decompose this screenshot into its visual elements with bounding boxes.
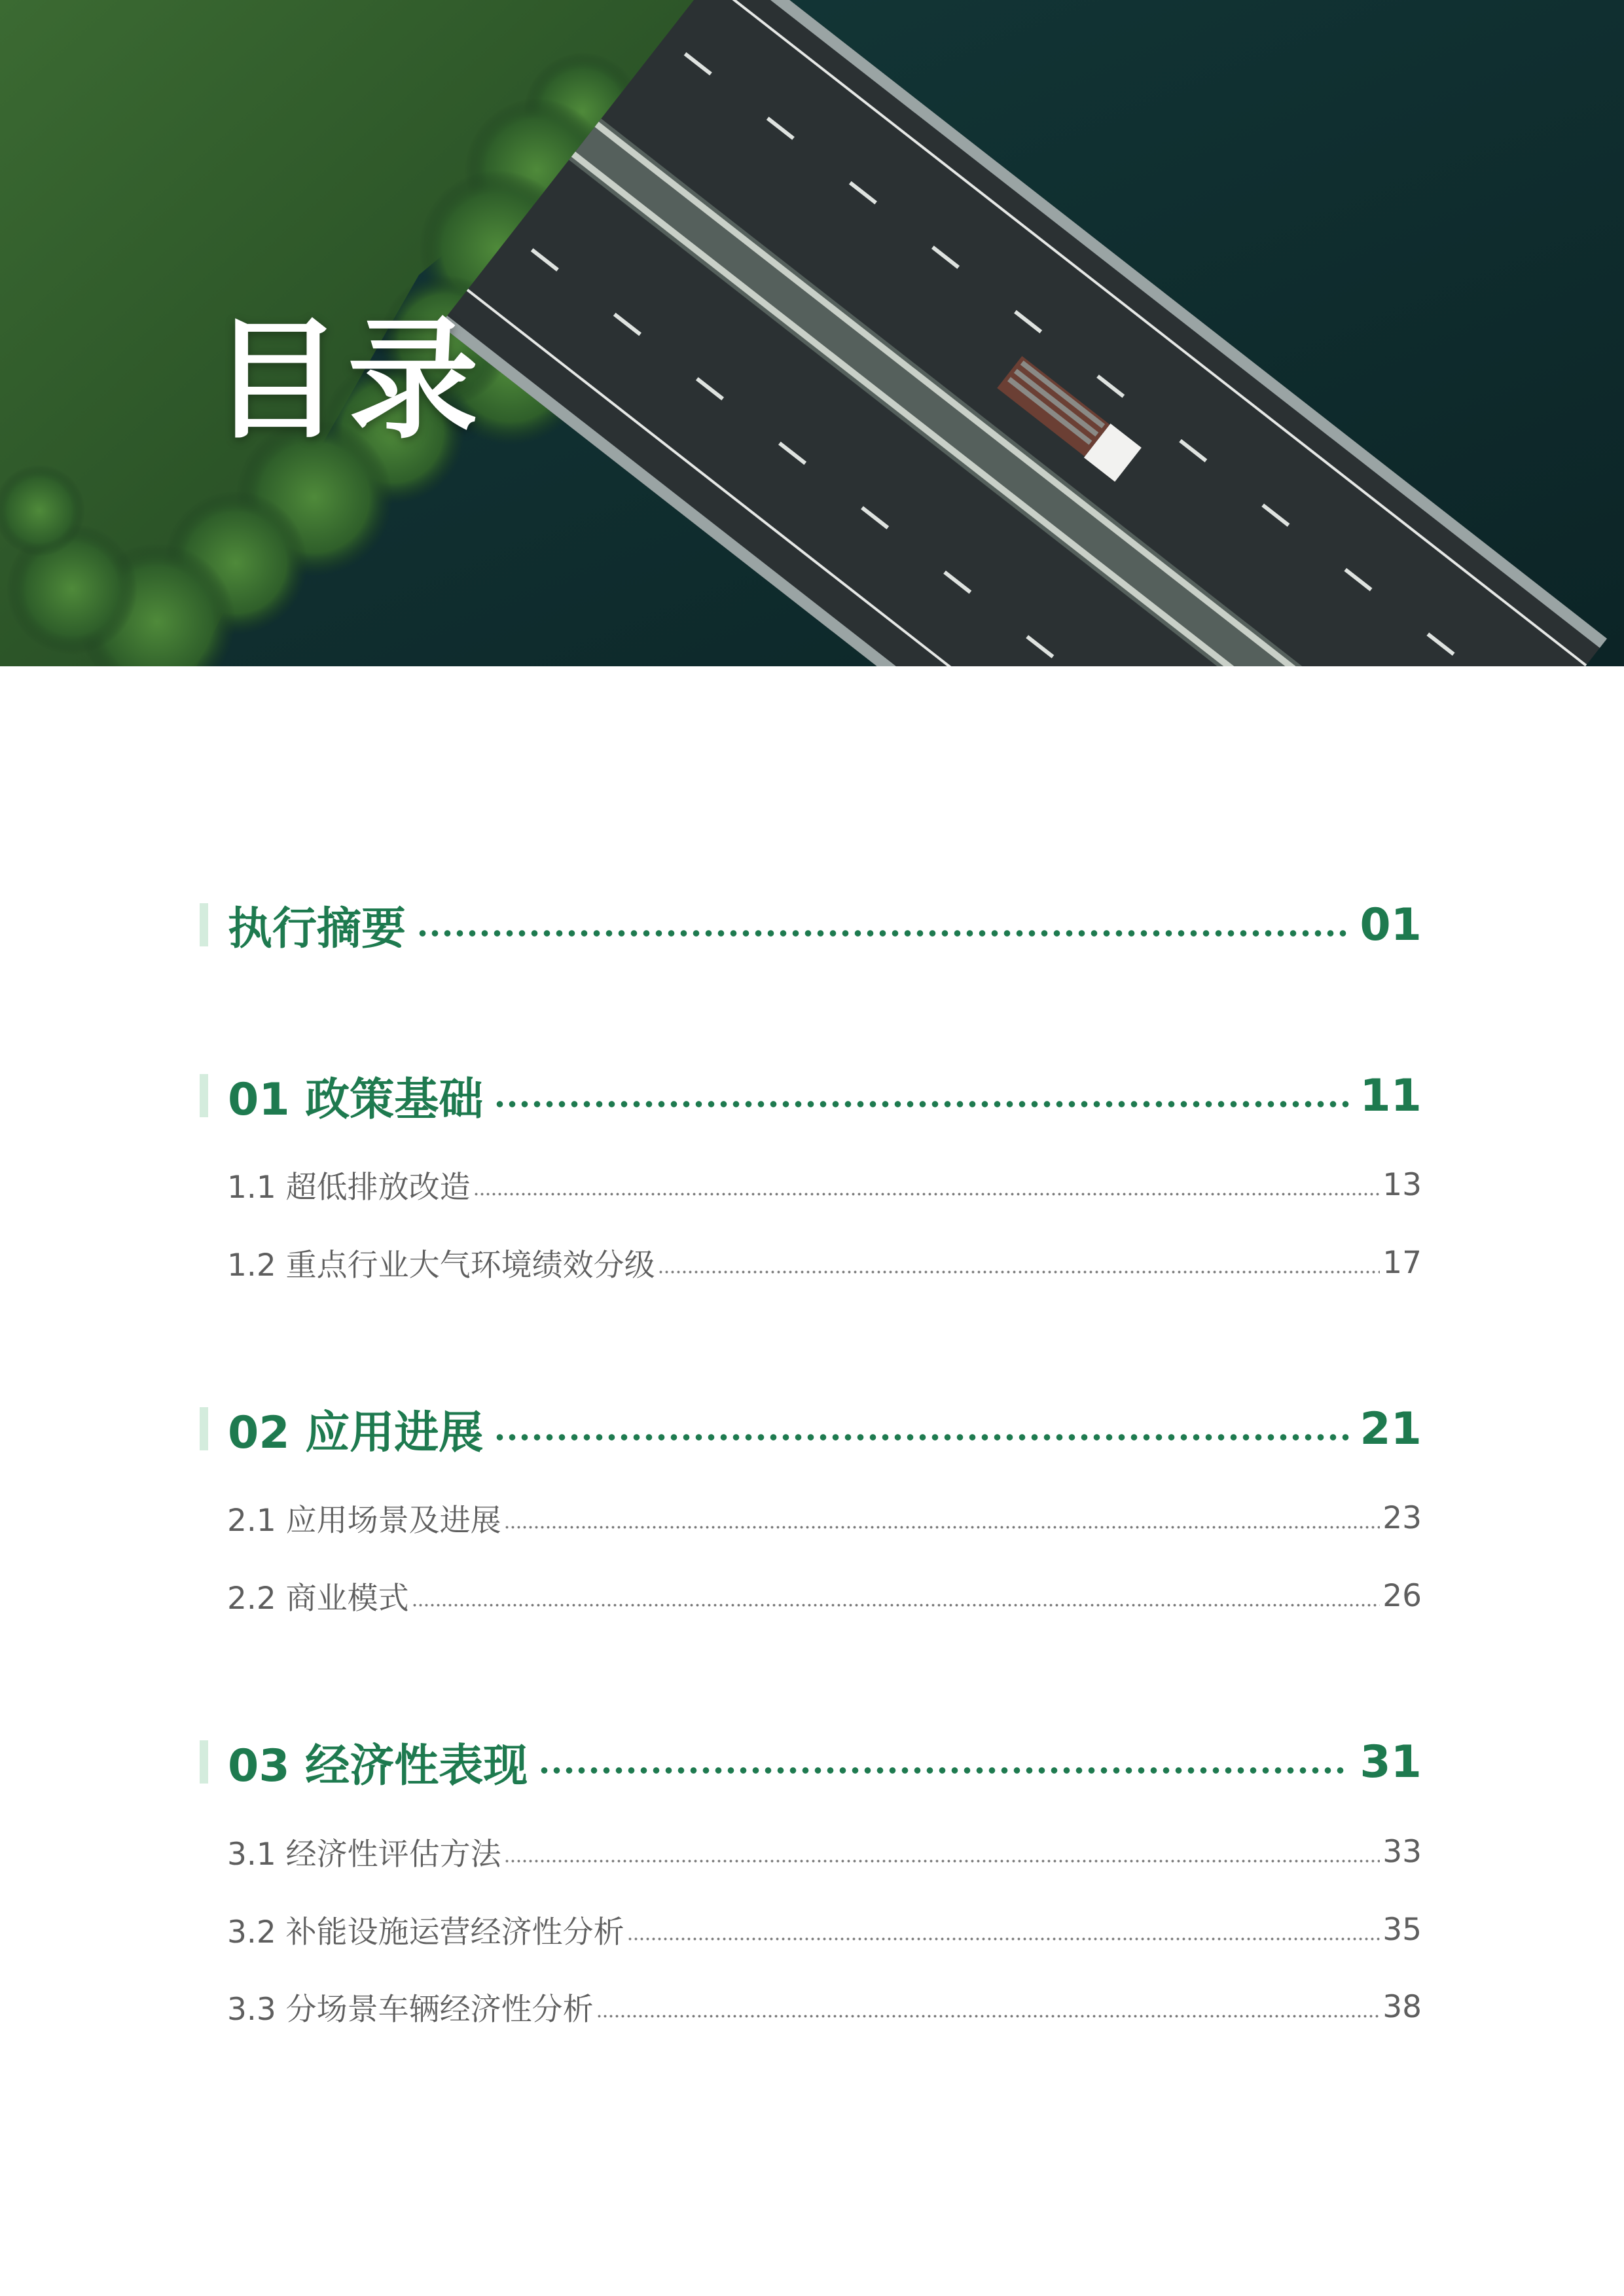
page-title: 目录: [211, 304, 484, 457]
dot-leader: [504, 1859, 1380, 1863]
dot-leader: [538, 1767, 1349, 1774]
toc-page-number: 21: [1360, 1403, 1422, 1455]
toc-item-title: 2.2 商业模式: [227, 1580, 409, 1617]
section-accent-bar: [200, 1740, 208, 1784]
hero-image: [0, 0, 1624, 666]
toc-item-title: 1.2 重点行业大气环境绩效分级: [227, 1247, 655, 1283]
dot-leader: [658, 1270, 1380, 1274]
toc-section-summary[interactable]: [200, 899, 1422, 955]
toc-page-number: 11: [1360, 1069, 1422, 1122]
dot-leader: [473, 1193, 1380, 1196]
toc-item-3-1[interactable]: [227, 1831, 1422, 1873]
toc-page-number: 26: [1382, 1577, 1422, 1614]
toc-item-title: 2.1 应用场景及进展: [227, 1502, 501, 1539]
toc-page-number: 35: [1382, 1911, 1422, 1948]
toc-item-title: 3.1 经济性评估方法: [227, 1836, 501, 1873]
toc-item-title: 3.3 分场景车辆经济性分析: [227, 1991, 594, 2028]
toc-page-number: 17: [1382, 1244, 1422, 1281]
toc-item-1-1[interactable]: [227, 1164, 1422, 1206]
toc-item-2-2[interactable]: [227, 1575, 1422, 1617]
dot-leader: [412, 1604, 1380, 1607]
toc-section-title: 03 经济性表现: [228, 1740, 528, 1792]
toc-section-title: 02 应用进展: [228, 1407, 484, 1459]
dot-leader: [627, 1937, 1380, 1941]
toc-item-title: 3.2 补能设施运营经济性分析: [227, 1914, 624, 1950]
dot-leader: [504, 1526, 1380, 1529]
section-accent-bar: [200, 1407, 208, 1450]
toc-page-number: 23: [1382, 1499, 1422, 1536]
toc-section-title: 执行摘要: [228, 903, 406, 955]
section-accent-bar: [200, 1074, 208, 1117]
toc-page-number: 31: [1360, 1736, 1422, 1788]
toc-item-1-2[interactable]: [227, 1242, 1422, 1283]
toc-item-2-1[interactable]: [227, 1497, 1422, 1539]
toc-page-number: 01: [1360, 899, 1422, 951]
toc-page-number: 38: [1382, 1988, 1422, 2025]
dot-leader: [596, 2015, 1380, 2018]
section-accent-bar: [200, 903, 208, 946]
dot-leader: [494, 1434, 1349, 1441]
toc-section-03[interactable]: [200, 1736, 1422, 1792]
toc-page-number: 13: [1382, 1166, 1422, 1203]
toc-page-number: 33: [1382, 1833, 1422, 1870]
dot-leader: [416, 930, 1349, 937]
toc-section-01[interactable]: [200, 1069, 1422, 1126]
toc-item-title: 1.1 超低排放改造: [227, 1169, 471, 1206]
dot-leader: [494, 1101, 1349, 1107]
toc-item-3-2[interactable]: [227, 1909, 1422, 1950]
toc-section-title: 01 政策基础: [228, 1073, 484, 1126]
toc-item-3-3[interactable]: [227, 1986, 1422, 2028]
toc-section-02[interactable]: [200, 1403, 1422, 1459]
